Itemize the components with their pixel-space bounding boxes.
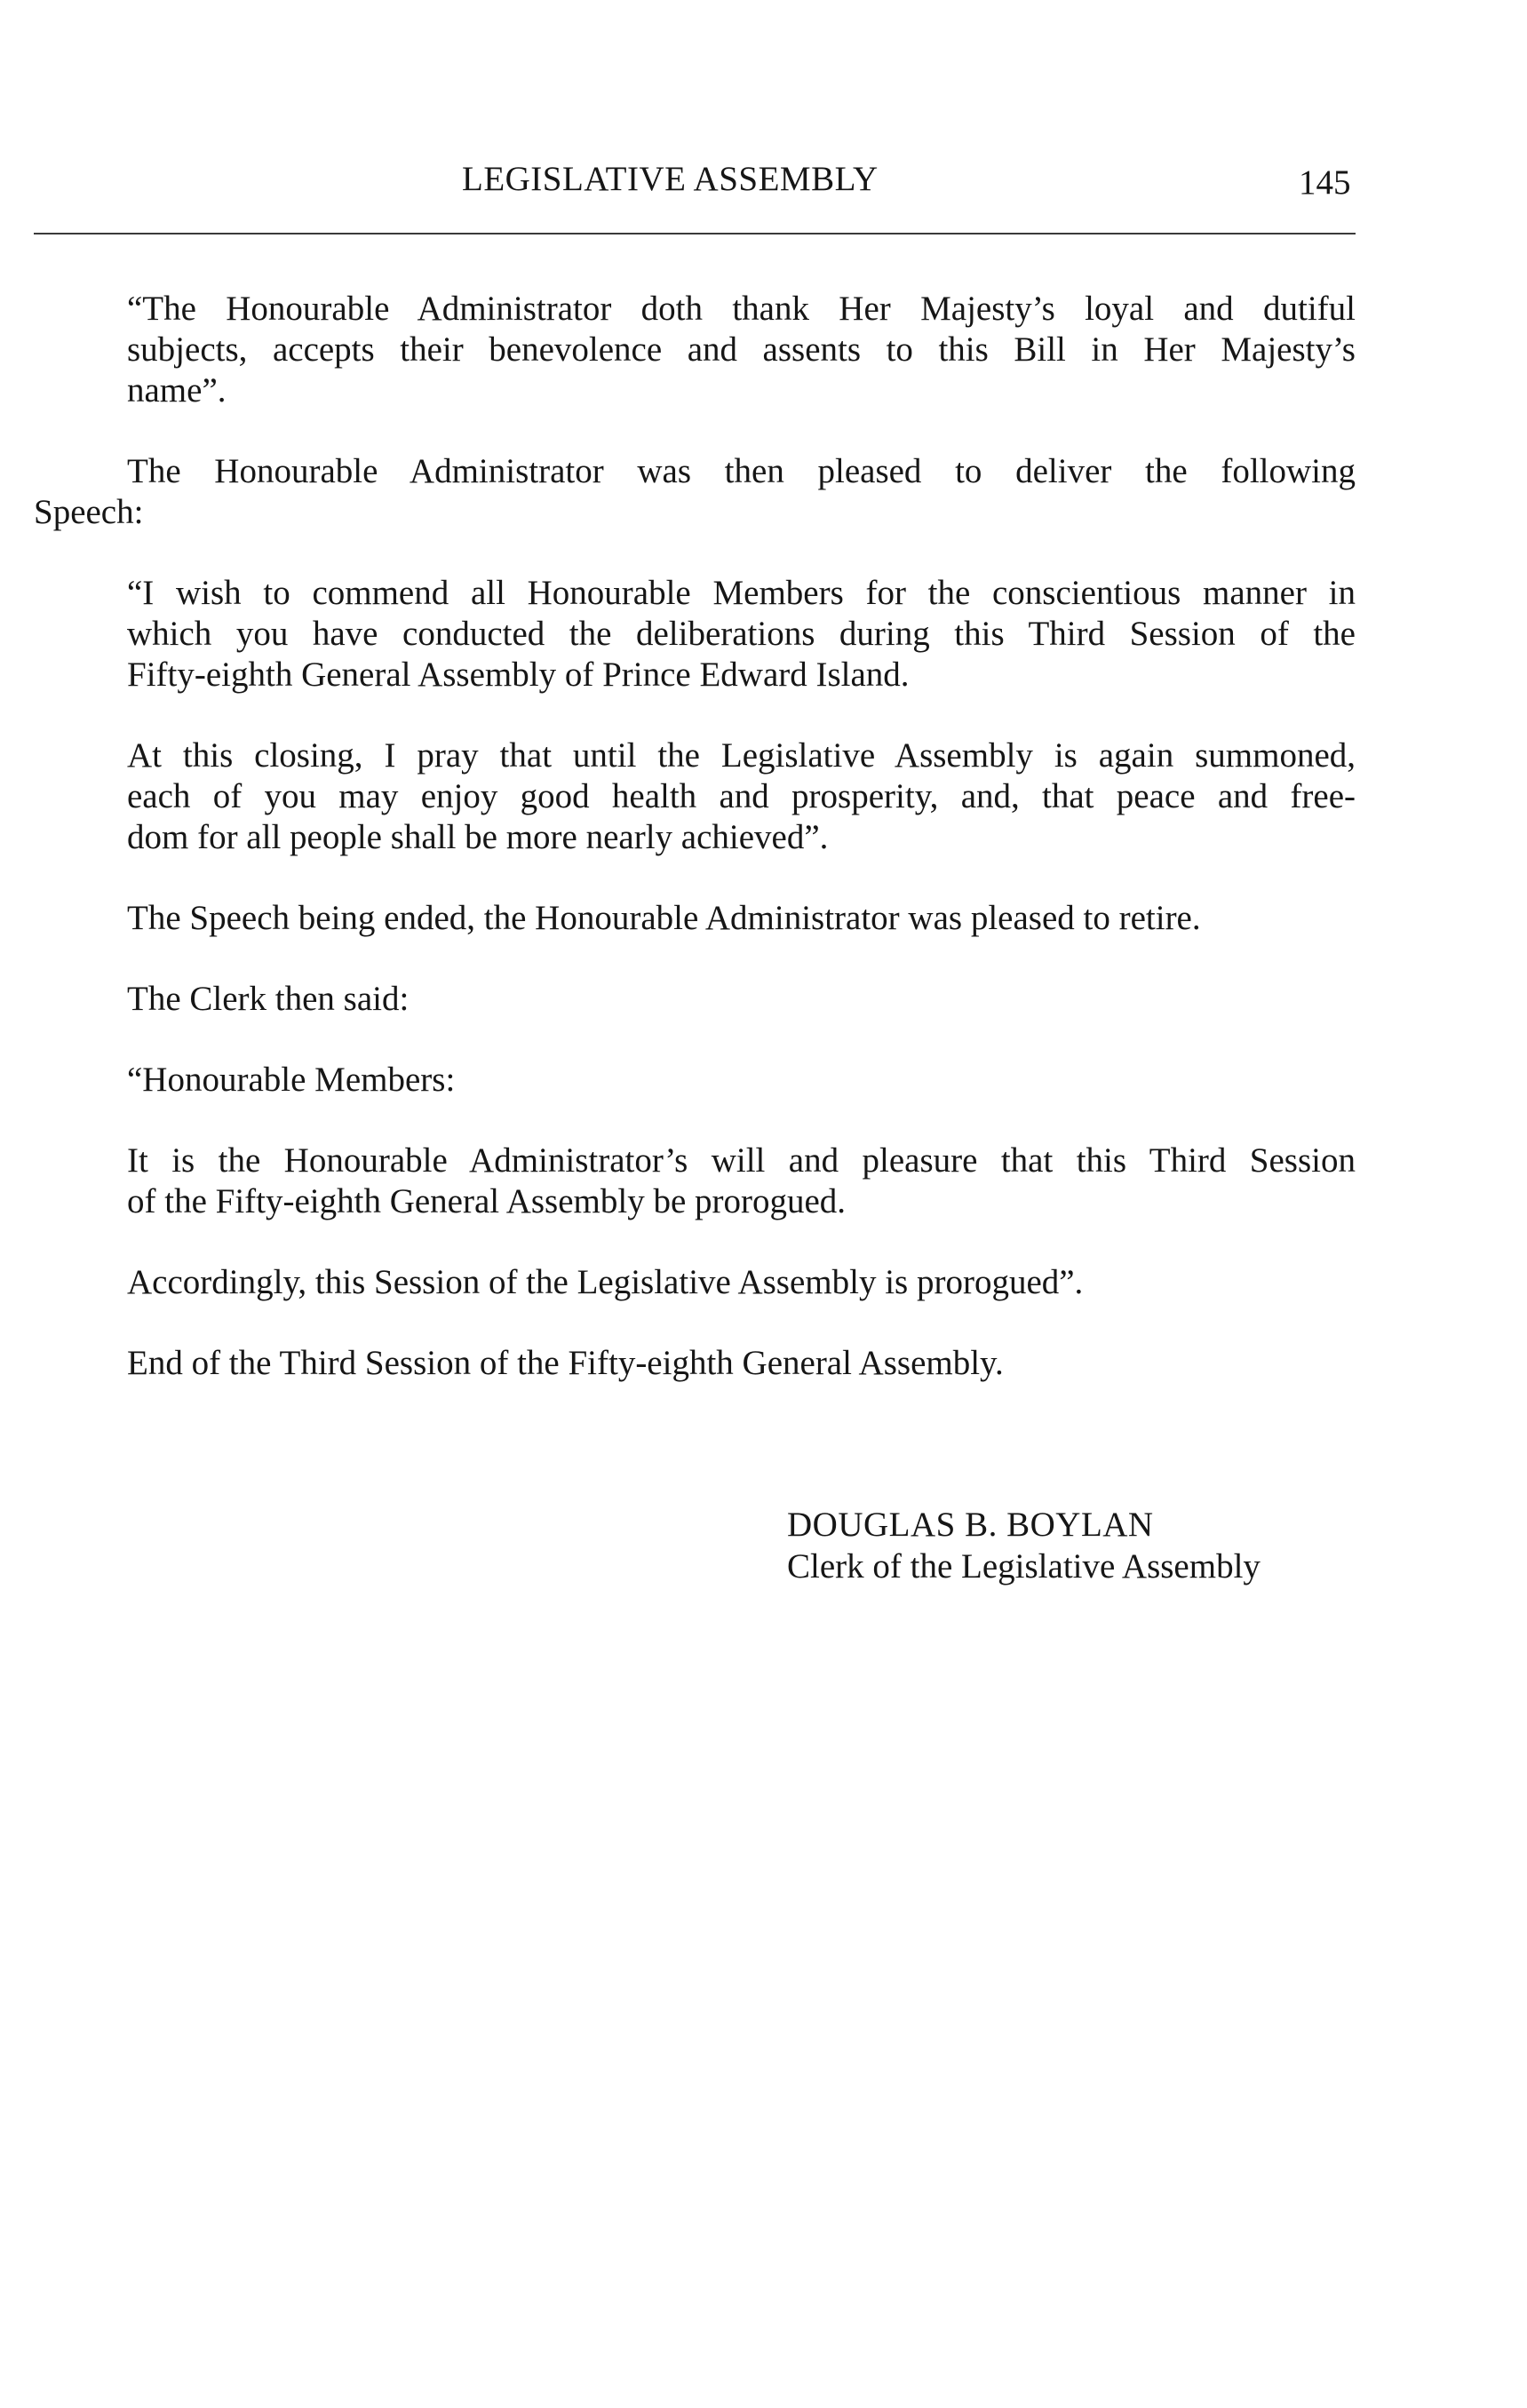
text-line: each of you may enjoy good health and prosperity, and, that peace and free- bbox=[127, 777, 1356, 815]
text-line: subjects, accepts their benevolence and assents to this Bill in Her Majesty’s bbox=[127, 330, 1356, 369]
text-line: of the Fifty-eighth General Assembly be prorogued. bbox=[127, 1182, 847, 1220]
paragraph-clerk-said: The Clerk then said: bbox=[127, 980, 410, 1018]
paragraph-salutation: “Honourable Members: bbox=[127, 1061, 456, 1099]
signature-title: Clerk of the Legislative Assembly bbox=[787, 1547, 1261, 1585]
text-line: “I wish to commend all Honourable Members for the conscientious manner in bbox=[127, 574, 1356, 612]
text-line: “The Honourable Administrator doth thank Her Majesty’s loyal and dutiful bbox=[127, 290, 1356, 328]
paragraph-prorogation-will bbox=[127, 1140, 1356, 1222]
text-line: Fifty-eighth General Assembly of Prince Edward Island. bbox=[127, 656, 910, 694]
paragraph-speech-intro bbox=[34, 451, 1356, 533]
paragraph-speech-ended: The Speech being ended, the Honourable Administrator was pleased to retire. bbox=[127, 899, 1201, 937]
text-line: At this closing, I pray that until the Legislative Assembly is again summoned, bbox=[127, 736, 1356, 775]
signature-name: DOUGLAS B. BOYLAN bbox=[787, 1506, 1154, 1544]
text-line: Speech: bbox=[34, 493, 144, 531]
paragraph-speech-closing bbox=[127, 735, 1356, 858]
text-line: name”. bbox=[127, 371, 227, 409]
paragraph-royal-assent-reply bbox=[127, 289, 1356, 411]
page-number: 145 bbox=[1299, 163, 1351, 202]
running-header-title: LEGISLATIVE ASSEMBLY bbox=[462, 160, 879, 198]
header-rule bbox=[34, 233, 1356, 234]
paragraph-prorogued: Accordingly, this Session of the Legislative Assembly is prorogued”. bbox=[127, 1263, 1084, 1301]
text-line: which you have conducted the deliberations during this Third Session of the bbox=[127, 615, 1356, 653]
paragraph-session-end: End of the Third Session of the Fifty-eighth General Assembly. bbox=[127, 1344, 1004, 1382]
text-line: It is the Honourable Administrator’s will and pleasure that this Third Session bbox=[127, 1141, 1356, 1180]
paragraph-speech-commendation bbox=[127, 573, 1356, 695]
text-line: The Honourable Administrator was then pleased to deliver the following bbox=[127, 452, 1356, 490]
text-line: dom for all people shall be more nearly achieved”. bbox=[127, 818, 829, 856]
